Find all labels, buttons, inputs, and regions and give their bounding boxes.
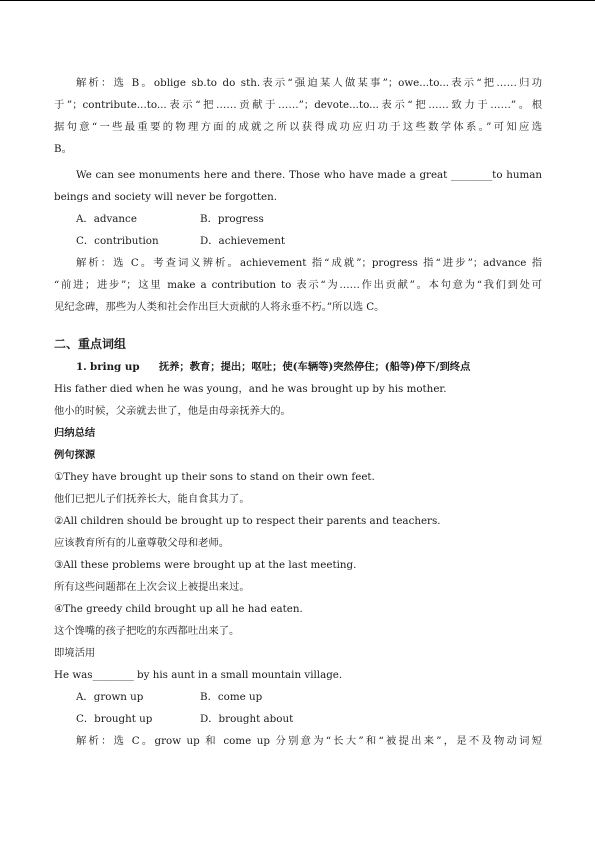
sentence-2-chinese: 应该教育所有的儿童尊敬父母和老师。 [54,537,230,549]
q3-explanation-line-1: 解析：选 C。grow up 和 come up 分别意为“长大”和“被提出来”，是不及物动词短 [76,735,542,747]
q3-options-row-2 [54,708,542,730]
q1-explanation-line-2: 于”；contribute...to...表示“把……贡献于……”；devote...to...表示“把……致力于……”。根 [54,99,542,111]
section-title: 二、重点词组 [54,337,127,351]
q3-option-a: A．grown up [76,691,144,703]
sentence-3-english: ③All these problems were brought up at the last meeting. [54,559,357,571]
q3-option-c: C．brought up [76,713,153,725]
sentence-3-chinese: 所有这些问题都在上次会议上被提出来过。 [54,581,250,593]
phrase-definition: 抚养；教育；提出；呕吐；使(车辆等)突然停住；(船等)停下/到终点 [158,361,471,373]
sentence-1-chinese: 他们已把儿子们抚养长大，能自食其力了。 [54,493,250,505]
q3-options-row-1 [54,686,542,708]
q2-option-d: D．achievement [200,235,286,247]
q2-stem-line-1: We can see monuments here and there. Those who have made a great ________to human [76,169,542,181]
practice-label: 即境活用 [54,647,96,659]
summary-label: 归纳总结 [54,427,96,439]
q1-explanation-line-1: 解析：选 B。oblige sb.to do sth.表示“强迫某人做某事”；owe...to...表示“把……归功 [76,77,542,89]
q2-stem-line-2: beings and society will never be forgotten. [54,191,278,203]
document-page [54,72,542,752]
phrase-number: 1. [76,361,87,373]
source-label: 例句探源 [54,449,96,461]
q3-option-d: D．brought about [200,713,294,725]
q1-explanation-line-4: B。 [54,143,72,155]
example-chinese: 他小的时候，父亲就去世了，他是由母亲抚养大的。 [54,405,291,417]
q2-explanation-line-3: 见纪念碑，那些为人类和社会作出巨大贡献的人将永垂不朽。”所以选 C。 [54,301,385,313]
q2-option-a: A．advance [76,213,137,225]
sentence-4-english: ④The greedy child brought up all he had eaten. [54,603,303,615]
q3-stem: He was________ by his aunt in a small mountain village. [54,669,343,681]
q2-option-b: B．progress [200,213,264,225]
q2-options-row-1 [54,208,542,230]
phrase-heading [54,356,542,378]
top-rule [0,0,595,1]
q2-option-c: C．contribution [76,235,159,247]
q2-options-row-2 [54,230,542,252]
q3-option-b: B．come up [200,691,263,703]
sentence-4-chinese: 这个馋嘴的孩子把吃的东西都吐出来了。 [54,625,240,637]
example-english: His father died when he was young，and he was brought up by his mother. [54,383,447,395]
q2-explanation-line-2: “前进；进步”；这里 make a contribution to 表示“为……作出贡献”。本句意为“我们到处可 [54,279,542,291]
sentence-1-english: ①They have brought up their sons to stand on their own feet. [54,471,375,483]
sentence-2-english: ②All children should be brought up to respect their parents and teachers. [54,515,441,527]
q1-explanation-line-3: 据句意“一些最重要的物理方面的成就之所以获得成功应归功于这些数学体系。”可知应选 [54,121,542,133]
q2-explanation-line-1: 解析：选 C。考查词义辨析。achievement 指“成就”；progress 指“进步”；advance 指 [76,257,542,269]
phrase-term: bring up [90,361,140,373]
